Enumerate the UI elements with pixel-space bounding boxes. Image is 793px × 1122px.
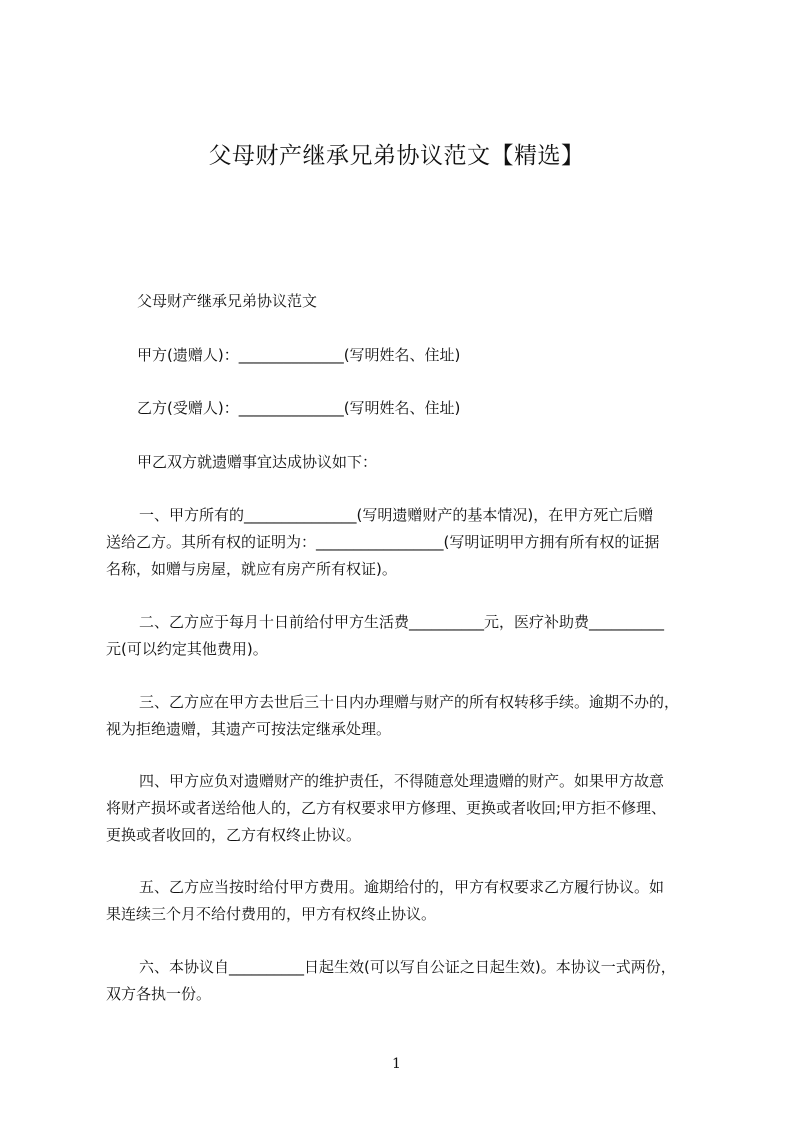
- clause-1: [106, 502, 702, 583]
- clause-4-line-2: 将财产损坏或者送给他人的，乙方有权要求甲方修理、更换或者收回;甲方拒不修理、: [106, 799, 667, 817]
- clause-4-line-3: 更换或者收回的，乙方有权终止协议。: [106, 826, 362, 844]
- document-title: 父母财产继承兄弟协议范文【精选】: [208, 143, 585, 169]
- clause-3-line-1: 三、乙方应在甲方去世后三十日内办理赠与财产的所有权转移手续。逾期不办的，: [139, 693, 680, 711]
- clause-2-line-1: 二、乙方应于每月十日前给付甲方生活费__________元，医疗补助费__________: [139, 613, 665, 631]
- clause-6-line-1: 六、本协议自__________日起生效(可以写自公证之日起生效)。本协议一式两份，: [139, 958, 676, 976]
- clause-4: [106, 768, 702, 849]
- party-a-line: 甲方(遗赠人)：______________(写明姓名、住址): [137, 346, 461, 364]
- clause-1-line-2: 送给乙方。其所有权的证明为：_________________(写明证明甲方拥有所有权的证据: [106, 533, 660, 551]
- clause-3: [106, 689, 702, 743]
- intro-line: 甲乙双方就遗赠事宜达成协议如下：: [137, 453, 378, 471]
- clause-6: [106, 954, 702, 1008]
- clause-1-line-1: 一、甲方所有的_______________(写明遗赠财产的基本情况)，在甲方死亡后赠: [139, 506, 654, 524]
- clause-2: [106, 609, 702, 663]
- subtitle: 父母财产继承兄弟协议范文: [137, 292, 318, 310]
- clause-2-line-2: 元(可以约定其他费用)。: [106, 640, 268, 658]
- clause-3-line-2: 视为拒绝遗赠，其遗产可按法定继承处理。: [106, 720, 392, 738]
- clause-4-line-1: 四、甲方应负对遗赠财产的维护责任，不得随意处理遗赠的财产。如果甲方故意: [139, 772, 665, 790]
- clause-6-line-2: 双方各执一份。: [106, 985, 212, 1003]
- clause-5-line-1: 五、乙方应当按时给付甲方费用。逾期给付的，甲方有权要求乙方履行协议。如: [139, 878, 665, 896]
- clause-5-line-2: 果连续三个月不给付费用的，甲方有权终止协议。: [106, 905, 437, 923]
- party-b-line: 乙方(受赠人)：______________(写明姓名、住址): [137, 399, 461, 417]
- clause-5: [106, 874, 702, 928]
- clause-1-line-3: 名称，如赠与房屋，就应有房产所有权证)。: [106, 560, 397, 578]
- page-number: 1: [392, 1056, 401, 1072]
